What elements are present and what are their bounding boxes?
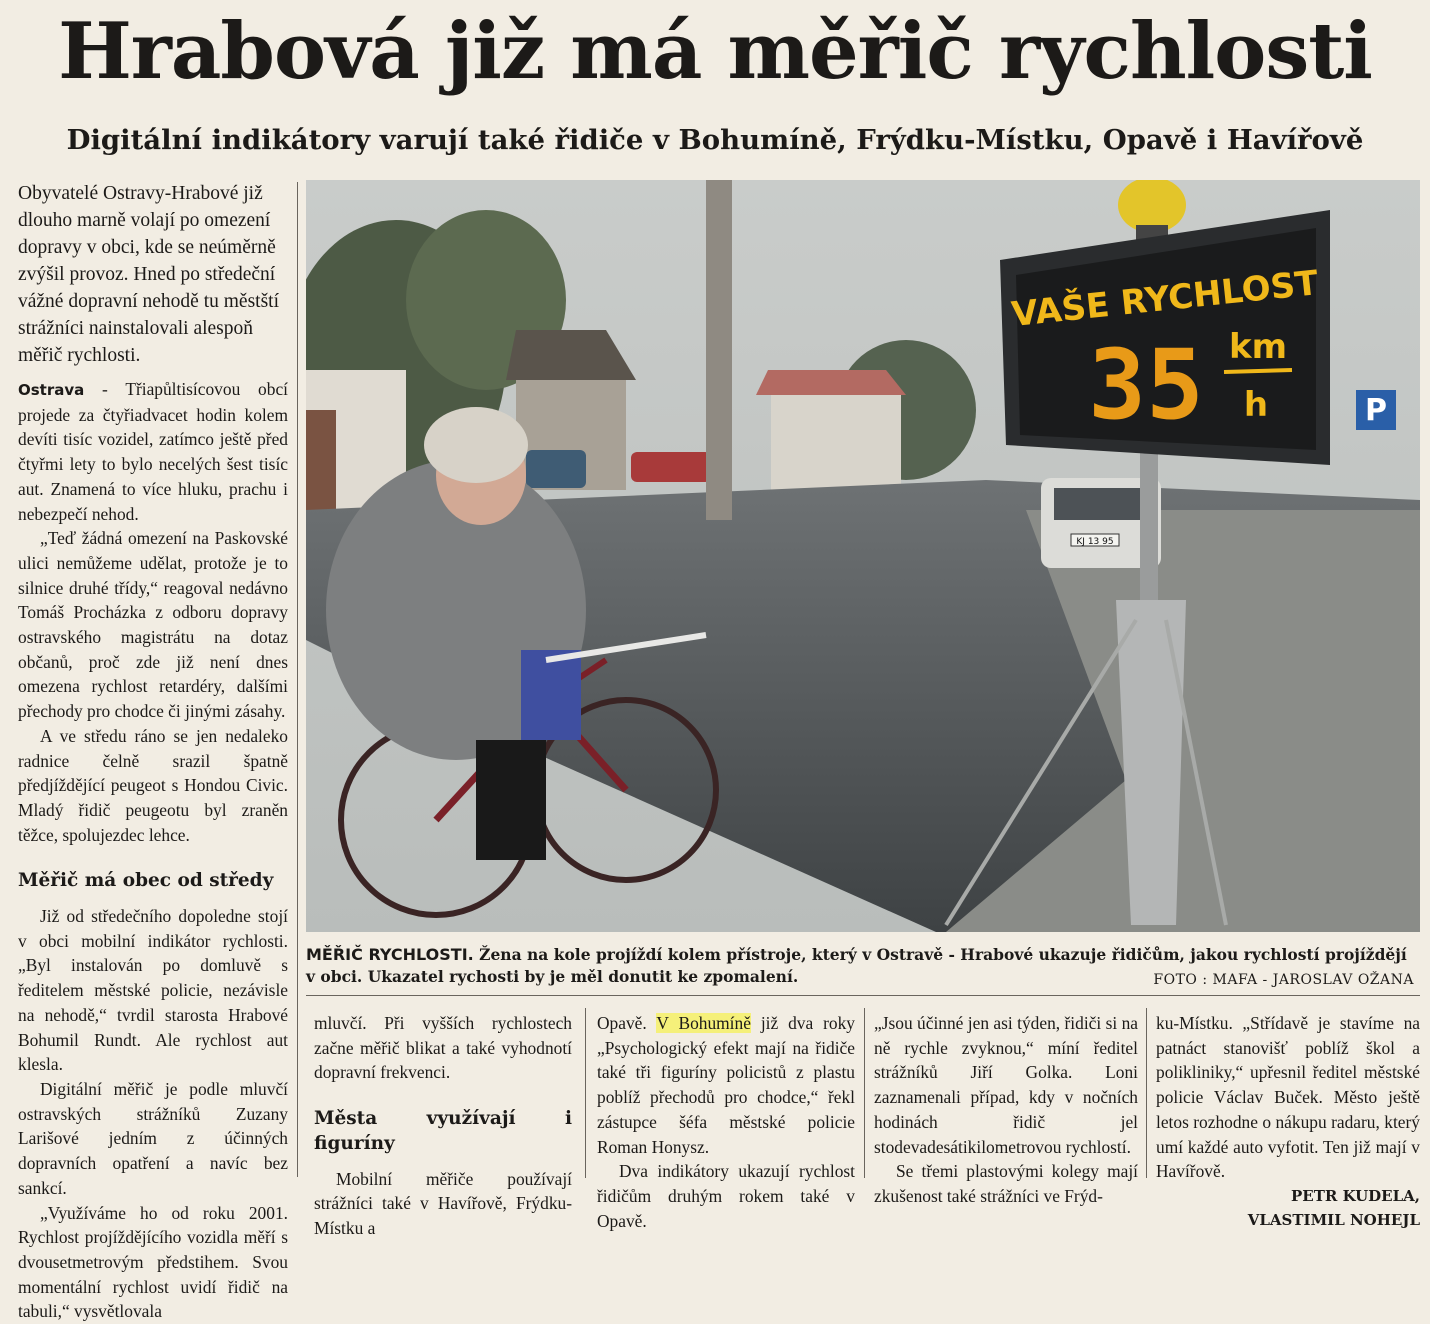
sign-unit-top: km [1229, 327, 1287, 367]
body-paragraph-4: Již od středečního dopoledne stojí v obci mobilní indikátor rychlosti. „Byl instalován po domluvě s ředitelem městské policie, nezávisle na nehodě,“ tvrdil starosta Hrabové Bohumil Rundt. Ale rychlost aut klesla. [18, 904, 288, 1077]
lead-paragraph: Obyvatelé Ostravy-Hrabové již dlouho marně volají po omezení dopravy v obci, kde se neúměrně zvýšil provoz. Hned po středeční vážné dopravní nehodě tu městští strážníci nainstalovali alespoň měřič rychlosti. [18, 180, 288, 369]
body-paragraph-3: A ve středu ráno se jen nedaleko radnice čelně srazil špatně předjíždějící peugeot s Hondou Civic. Mladý řidič peugeotu byl zraněn těžce, spolujezdec lehce. [18, 724, 288, 848]
body-paragraph-5: Digitální měřič je podle mluvčí ostravských strážníků Zuzany Larišové jedním z účinných dopravních opatření a navíc bez sankcí. [18, 1077, 288, 1201]
article-column-3 [597, 1011, 855, 1233]
column-divider [297, 182, 298, 1177]
byline-author-1: PETR KUDELA, [1156, 1184, 1420, 1208]
photo [306, 180, 1420, 932]
sign-label: VAŠE RYCHLOST [1009, 262, 1320, 335]
body-paragraph-1 [18, 377, 288, 526]
col3-paragraph-2: Dva indikátory ukazují rychlost řidičům druhým rokem také v Opavě. [597, 1159, 855, 1233]
column-divider [585, 1008, 586, 1178]
highlight-bohumin: V Bohumíně [656, 1013, 751, 1033]
caption-rule [306, 995, 1420, 996]
col2-paragraph-1: mluvčí. Při vyšších rychlostech začne měřič blikat a také vyhodnotí dopravní frekvenci. [314, 1011, 572, 1085]
col4-paragraph-1: „Jsou účinné jen asi týden, řidiči si na ně rychle zvyknou,“ míní ředitel strážníků Jiří Golka. Loni zaznamenali případ, kdy v nočních hodinách řidič jel stodevadesátikilometrovou rychlostí. [874, 1011, 1138, 1159]
subheadline: Digitální indikátory varují také řidiče v Bohumíně, Frýdku-Místku, Opavě i Havířově [0, 118, 1430, 162]
col2-paragraph-2: Mobilní měřiče používají strážníci také v Havířově, Frýdku-Místku a [314, 1167, 572, 1241]
body-paragraph-6: „Využíváme ho od roku 2001. Rychlost projíždějícího vozidla měří s dvousetmetrovým předstihem. Svou momentální rychlost uvidí řidič na tabuli,“ vysvětlovala [18, 1201, 288, 1324]
license-plate: KJ 13 95 [1076, 537, 1113, 547]
col4-paragraph-2: Se třemi plastovými kolegy mají zkušenost také strážníci ve Frýd- [874, 1159, 1138, 1208]
col3-paragraph-1: Opavě. V Bohumíně již dva roky „Psychologický efekt mají na řidiče také tři figuríny policistů z plastu poblíž přechodů pro chodce,“ řekl zástupce šéfa městské policie Roman Honysz. [597, 1011, 855, 1159]
sign-unit-bottom: h [1244, 385, 1268, 425]
caption-label: MĚŘIČ RYCHLOSTI. [306, 945, 474, 964]
article-column-1 [18, 180, 288, 1324]
article-column-4 [874, 1011, 1138, 1209]
headline: Hrabová již má měřič rychlosti [0, 4, 1430, 100]
photo-credit: FOTO : MAFA - JAROSLAV OŽANA [1153, 972, 1414, 988]
dateline: Ostrava [18, 381, 84, 399]
parking-sign: P [1365, 393, 1387, 428]
col5-paragraph-1: ku-Místku. „Střídavě je stavíme na patnáct stanovišť poblíž škol a polikliniky,“ upřesnil ředitel městské policie Václav Buček. Město ještě letos rozhodne o nákupu radaru, který umí každé auto vyfotit. Ten již mají v Havířově. [1156, 1011, 1420, 1184]
section-subtitle-1: Měřič má obec od středy [18, 869, 288, 894]
body-text: - Třiapůltisícovou obcí projede za čtyřiadvacet hodin kolem devíti tisíc vozidel, zatímco ještě před čtyřmi lety to bylo necelých šest tisíc aut. Znamená to více hluku, prachu i nebezpečí nehod. [18, 379, 288, 524]
caption-text: Žena na kole projíždí kolem přístroje, který v Ostravě - Hrabové ukazuje řidičům, jakou rychlostí projíždějí v obci. Ukazatel rychosti by je měl donutit ke zpomalení. [306, 945, 1407, 986]
column-divider [864, 1008, 865, 1178]
byline-author-2: VLASTIMIL NOHEJL [1156, 1208, 1420, 1232]
section-subtitle-2: Města využívají i figuríny [314, 1107, 572, 1156]
article-column-5 [1156, 1011, 1420, 1232]
column-divider [1146, 1008, 1147, 1178]
body-paragraph-2: „Teď žádná omezení na Paskovské ulici nemůžeme udělat, protože je to silnice druhé třídy,“ reagoval nedávno Tomáš Procházka z odboru dopravy ostravského magistrátu na dotaz občanů, proč zde již není dnes omezena rychlost retardéry, dalšími přechody pro chodce či jinými zásahy. [18, 526, 288, 724]
sign-speed: 35 [1088, 329, 1204, 441]
article-column-2 [314, 1011, 572, 1241]
